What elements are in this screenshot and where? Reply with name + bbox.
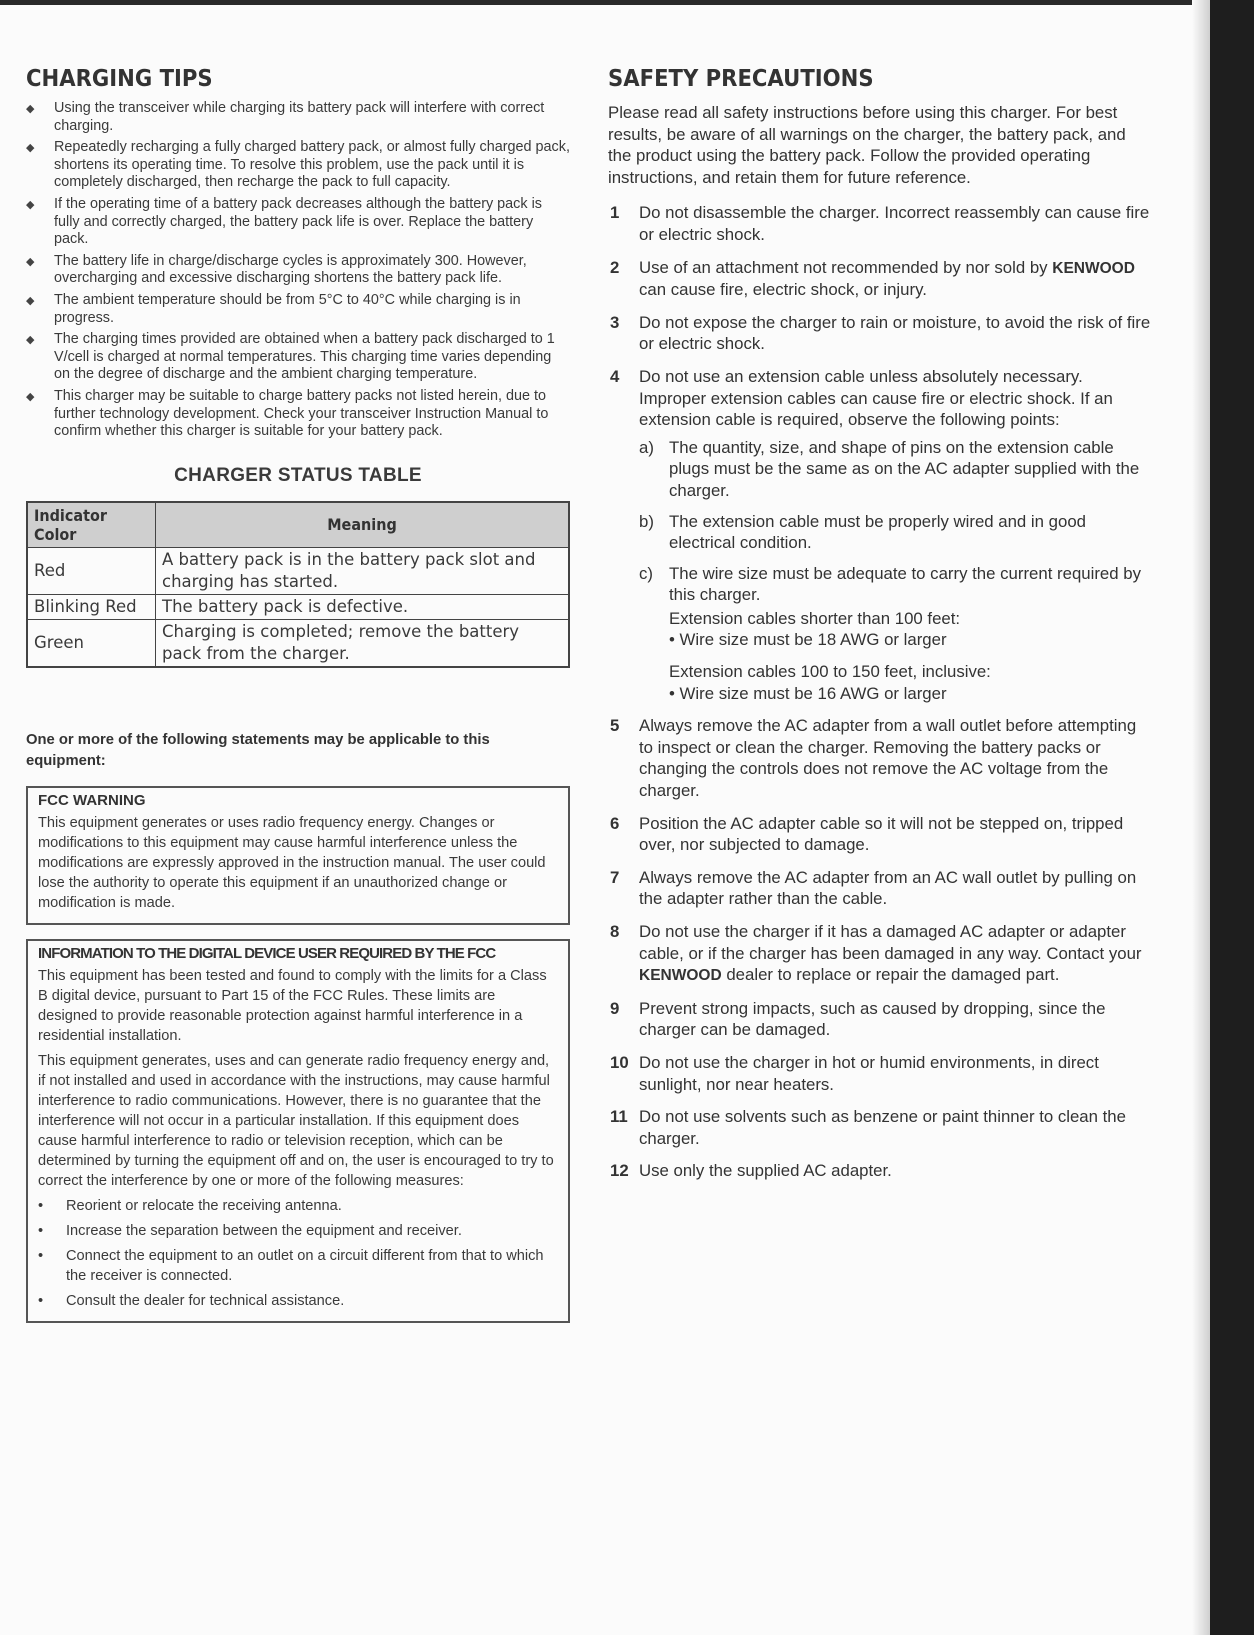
list-item: • Connect the equipment to an outlet on a circuit different from that to which the receiver is connected. <box>38 1247 544 1284</box>
safety-intro: Please read all safety instructions before using this charger. For best results, be aware of all warnings on the charger, the battery pack, and the product using the battery pack. Follow the provided operating instructions, and retain them for future reference. <box>608 103 1126 187</box>
ext-long-label: Extension cables 100 to 150 feet, inclusive: <box>669 662 991 682</box>
diamond-bullet-icon: ◆ <box>26 142 35 155</box>
diamond-bullet-icon: ◆ <box>26 294 35 307</box>
digital-device-box <box>26 939 570 1323</box>
applicable-note: One or more of the following statements may be applicable to this equipment: <box>26 731 490 769</box>
list-item: 11 Do not use solvents such as benzene or paint thinner to clean the charger. <box>610 1107 1126 1148</box>
list-item: 1 Do not disassemble the charger. Incorrect reassembly can cause fire or electric shock. <box>610 203 1150 244</box>
list-item: 5 Always remove the AC adapter from a wall outlet before attempting to inspect or clean the charger. Removing the battery packs or changing the controls does not remove the AC voltage from the charger. <box>610 716 1137 801</box>
bullet-icon: • <box>38 1222 44 1239</box>
safety-title: SAFETY PRECAUTIONS <box>608 66 874 92</box>
list-item: 4 Do not use an extension cable unless absolutely necessary. Improper extension cables can cause fire or electric shock. If an extension cable is required, observe the following points: a) The quantity, size, and shape of pins on the extension cable plugs must be the same as on the AC adapter supplied with the charger. b) The extension cable must be properly wired and in good electrical condition. c) The wire size must be adequate to carry the current required by this charger. Extension cables shorter than 100 feet: • Wire size must be 18 AWG or larger Extension cables 100 to 150 feet, inclusive: • Wire size must be 16 AWG or larger <box>608 366 1153 704</box>
diamond-bullet-icon: ◆ <box>26 198 35 211</box>
list-item: 3 Do not expose the charger to rain or moisture, to avoid the risk of fire or electric shock. <box>610 312 1151 354</box>
table-row <box>27 594 569 619</box>
fcc-warning-title: FCC WARNING <box>38 791 146 809</box>
bullet-icon: • <box>38 1197 44 1214</box>
diamond-bullet-icon: ◆ <box>26 103 35 115</box>
fcc-warning-box <box>26 786 570 925</box>
bullet-icon: • <box>38 1247 44 1264</box>
meaning-cell: Charging is completed; remove the battery pack from the charger. <box>156 619 570 667</box>
digital-device-para-2: This equipment generates, uses and can generate radio frequency energy and, if not installed and used in accordance with the instructions, may cause harmful interference to radio communications. However, there is no guarantee that the interference will not occur in a particular installation. If this equipment does cause harmful interference to radio or television reception, which can be determined by turning the equipment off and on, the user is encouraged to try to correct the interference by one or more of the following measures: <box>38 1052 554 1189</box>
list-item: ◆ The ambient temperature should be from 5°C to 40°C while charging is in progress. <box>26 291 521 326</box>
bullet-icon: • <box>38 1292 44 1309</box>
sub-list-item: c) The wire size must be adequate to carry the current required by this charger. <box>639 563 1141 605</box>
diamond-bullet-icon: ◆ <box>26 255 35 268</box>
list-item: 8 Do not use the charger if it has a damaged AC adapter or adapter cable, or if the charger has been damaged in any way. Contact your KENWOOD dealer to replace or repair the damaged part. <box>610 922 1142 985</box>
indicator-color-cell: Green <box>27 619 156 667</box>
list-item: • Consult the dealer for technical assistance. <box>38 1292 345 1309</box>
charger-status-table <box>26 501 570 668</box>
list-item: ◆ If the operating time of a battery pack decreases although the battery pack is fully and correctly charged, the battery pack life is over. Replace the battery pack. <box>26 195 542 248</box>
header-indicator-color: Indicator Color <box>27 502 156 548</box>
digital-device-para-1: This equipment has been tested and found to comply with the limits for a Class B digital device, pursuant to Part 15 of the FCC Rules. These limits are designed to provide reasonable protection against harmful interference in a residential installation. <box>38 967 547 1044</box>
measures-list <box>38 1196 558 1311</box>
charging-tips-list <box>26 100 570 441</box>
wire-size-requirements <box>639 608 1153 704</box>
fcc-warning-text: This equipment generates or uses radio frequency energy. Changes or modifications to this equipment may cause harmful interference unless the modifications are expressly approved in the instruction manual. The user could lose the authority to operate this equipment if an unauthorized change or modification is made. <box>38 814 546 911</box>
list-item: 2 Use of an attachment not recommended by nor sold by KENWOOD can cause fire, electric shock, or injury. <box>610 257 1135 300</box>
list-item: ◆ Using the transceiver while charging its battery pack will interfere with correct charging. <box>26 100 545 134</box>
list-item: 7 Always remove the AC adapter from an AC wall outlet by pulling on the adapter rather than the cable. <box>610 867 1137 909</box>
table-row <box>27 619 569 667</box>
diamond-bullet-icon: ◆ <box>26 390 35 403</box>
sub-list-item: b) The extension cable must be properly wired and in good electrical condition. <box>639 511 1086 553</box>
brand-name: KENWOOD <box>1052 259 1135 277</box>
table-row <box>27 547 569 594</box>
page-fold-shadow <box>1192 0 1210 1635</box>
status-table-title: CHARGER STATUS TABLE <box>174 464 422 486</box>
ext-short-rule: • Wire size must be 18 AWG or larger <box>669 630 947 650</box>
indicator-color-cell: Blinking Red <box>27 594 156 619</box>
brand-name: KENWOOD <box>639 967 722 985</box>
list-item: • Reorient or relocate the receiving antenna. <box>38 1197 342 1214</box>
ext-short-label: Extension cables shorter than 100 feet: <box>669 608 961 628</box>
meaning-cell: The battery pack is defective. <box>156 594 570 619</box>
list-item: 6 Position the AC adapter cable so it will not be stepped on, tripped over, nor subjected to damage. <box>610 813 1124 855</box>
list-item: ◆ This charger may be suitable to charge battery packs not listed herein, due to further technology development. Check your transceiver Instruction Manual to confirm whether this charger is suitable for your battery pack. <box>26 387 549 440</box>
list-item: 12 Use only the supplied AC adapter. <box>610 1161 892 1181</box>
list-item: • Increase the separation between the equipment and receiver. <box>38 1222 462 1239</box>
left-column <box>26 66 570 1323</box>
indicator-color-cell: Red <box>27 547 156 594</box>
sub-list-item: a) The quantity, size, and shape of pins on the extension cable plugs must be the same as on the AC adapter supplied with the charger. <box>639 437 1140 500</box>
diamond-bullet-icon: ◆ <box>26 334 35 347</box>
header-meaning: Meaning <box>156 502 570 548</box>
digital-device-title: INFORMATION TO THE DIGITAL DEVICE USER REQUIRED BY THE FCC <box>38 944 496 962</box>
list-item: 9 Prevent strong impacts, such as caused by dropping, since the charger can be damaged. <box>610 998 1106 1040</box>
extension-cable-points <box>639 437 1153 606</box>
list-item: ◆ Repeatedly recharging a fully charged battery pack, or almost fully charged pack, shortens its operating time. To resolve this problem, use the pack until it is completely discharged, then recharge the pack to full capacity. <box>26 139 570 191</box>
safety-rules-list <box>608 202 1153 1182</box>
list-item: ◆ The charging times provided are obtained when a battery pack discharged to 1 V/cell is charged at normal temperatures. This charging time varies depending on the degree of discharge and the ambient charging temperature. <box>26 331 555 383</box>
charging-tips-title: CHARGING TIPS <box>26 66 213 92</box>
meaning-cell: A battery pack is in the battery pack slot and charging has started. <box>156 547 570 594</box>
list-item: ◆ The battery life in charge/discharge cycles is approximately 300. However, overcharging and excessive discharging shortens the battery pack life. <box>26 252 527 287</box>
scan-right-edge <box>1210 0 1254 1635</box>
right-column <box>608 66 1153 1193</box>
table-header-row <box>27 502 569 548</box>
list-item: 10 Do not use the charger in hot or humid environments, in direct sunlight, nor near heaters. <box>610 1052 1099 1094</box>
ext-long-rule: • Wire size must be 16 AWG or larger <box>669 683 947 703</box>
